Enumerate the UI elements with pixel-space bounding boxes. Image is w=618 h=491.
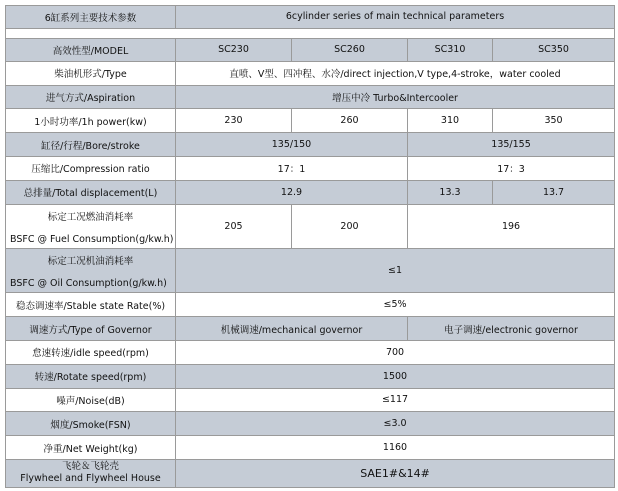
noise-label: 噪声/Noise(dB) bbox=[6, 388, 176, 412]
bsfc-fuel-label bbox=[6, 204, 176, 248]
displacement-label: 总排量/Total displacement(L) bbox=[6, 180, 176, 204]
en-title: 6cylinder series of main technical parameters bbox=[176, 6, 615, 29]
model-sc260: SC260 bbox=[292, 39, 408, 62]
flywheel-value: SAE1#&14# bbox=[176, 459, 615, 487]
compression-label: 压缩比/Compression ratio bbox=[6, 156, 176, 180]
idle-row bbox=[6, 341, 615, 365]
flywheel-row bbox=[6, 459, 615, 487]
displacement-row bbox=[6, 180, 615, 204]
idle-value: 700 bbox=[176, 341, 615, 365]
governor-mechanical: 机械调速/mechanical governor bbox=[176, 317, 408, 341]
weight-value: 1160 bbox=[176, 436, 615, 460]
type-value: 直喷、V型、四冲程、水冷/direct injection,V type,4-stroke，water cooled bbox=[176, 61, 615, 85]
type-row bbox=[6, 61, 615, 85]
bsfc-fuel-value: 205 bbox=[176, 204, 292, 248]
spacer-row bbox=[6, 28, 615, 38]
smoke-label: 烟度/Smoke(FSN) bbox=[6, 412, 176, 436]
flywheel-label-en: Flywheel and Flywheel House bbox=[20, 473, 161, 485]
aspiration-label: 进气方式/Aspiration bbox=[6, 85, 176, 109]
power-value: 350 bbox=[493, 109, 615, 133]
bsfc-fuel-row bbox=[6, 204, 615, 248]
idle-label: 怠速转速/idle speed(rpm) bbox=[6, 341, 176, 365]
bsfc-oil-label-en: BSFC @ Oil Consumption(g/kw.h) bbox=[10, 278, 167, 290]
smoke-row bbox=[6, 412, 615, 436]
compression-row bbox=[6, 156, 615, 180]
bore-row bbox=[6, 133, 615, 157]
rotate-value: 1500 bbox=[176, 364, 615, 388]
compression-value: 17：3 bbox=[408, 156, 615, 180]
bsfc-oil-label-cn: 标定工况机油消耗率 bbox=[47, 255, 134, 267]
technical-parameters-table bbox=[5, 5, 615, 488]
power-row bbox=[6, 109, 615, 133]
aspiration-value: 增压中冷 Turbo&Intercooler bbox=[176, 85, 615, 109]
model-sc350: SC350 bbox=[493, 39, 615, 62]
governor-row bbox=[6, 317, 615, 341]
power-value: 260 bbox=[292, 109, 408, 133]
stable-value: ≤5% bbox=[176, 293, 615, 317]
weight-row bbox=[6, 436, 615, 460]
displacement-value: 13.3 bbox=[408, 180, 493, 204]
stable-row bbox=[6, 293, 615, 317]
power-label: 1小时功率/1h power(kw) bbox=[6, 109, 176, 133]
compression-value: 17：1 bbox=[176, 156, 408, 180]
bsfc-oil-label bbox=[6, 248, 176, 292]
power-value: 230 bbox=[176, 109, 292, 133]
noise-row bbox=[6, 388, 615, 412]
weight-label: 净重/Net Weight(kg) bbox=[6, 436, 176, 460]
bore-value: 135/150 bbox=[176, 133, 408, 157]
bsfc-fuel-value: 196 bbox=[408, 204, 615, 248]
smoke-value: ≤3.0 bbox=[176, 412, 615, 436]
aspiration-row bbox=[6, 85, 615, 109]
cn-title: 6缸系列主要技术参数 bbox=[6, 6, 176, 29]
model-label: 高效性型/MODEL bbox=[6, 39, 176, 62]
flywheel-label bbox=[6, 459, 176, 487]
header-row bbox=[6, 6, 615, 29]
model-sc230: SC230 bbox=[176, 39, 292, 62]
rotate-row bbox=[6, 364, 615, 388]
power-value: 310 bbox=[408, 109, 493, 133]
bsfc-fuel-value: 200 bbox=[292, 204, 408, 248]
model-sc310: SC310 bbox=[408, 39, 493, 62]
displacement-value: 13.7 bbox=[493, 180, 615, 204]
bore-value: 135/155 bbox=[408, 133, 615, 157]
bsfc-oil-value: ≤1 bbox=[176, 248, 615, 292]
bsfc-fuel-label-cn: 标定工况燃油消耗率 bbox=[47, 211, 134, 223]
bsfc-oil-row bbox=[6, 248, 615, 292]
bsfc-fuel-label-en: BSFC @ Fuel Consumption(g/kw.h) bbox=[10, 233, 174, 245]
type-label: 柴油机形式/Type bbox=[6, 61, 176, 85]
governor-label: 调速方式/Type of Governor bbox=[6, 317, 176, 341]
model-row bbox=[6, 39, 615, 62]
bore-label: 缸径/行程/Bore/stroke bbox=[6, 133, 176, 157]
rotate-label: 转速/Rotate speed(rpm) bbox=[6, 364, 176, 388]
flywheel-label-cn: 飞轮＆飞轮壳 bbox=[61, 461, 119, 473]
noise-value: ≤117 bbox=[176, 388, 615, 412]
stable-label: 稳态调速率/Stable state Rate(%) bbox=[6, 293, 176, 317]
governor-electronic: 电子调速/electronic governor bbox=[408, 317, 615, 341]
displacement-value: 12.9 bbox=[176, 180, 408, 204]
